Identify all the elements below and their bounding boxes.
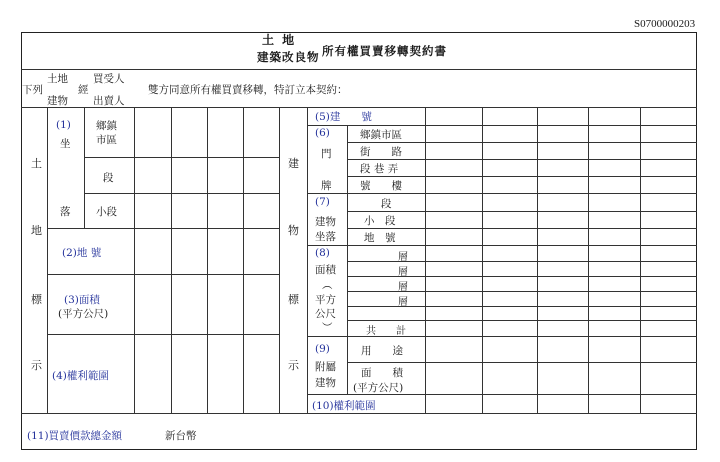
land-side-1: 土 (31, 157, 42, 170)
bldg-item10: (10)權利範圍 (312, 400, 376, 412)
intro-building: 建物 (47, 95, 68, 107)
bldg-item8-label-a: 面積 (315, 264, 336, 276)
bldg-floor-1: 層 (398, 252, 408, 263)
bldg-item6-label-b: 牌 (321, 180, 332, 192)
item11-label: (11)買賣價款總金額 (27, 430, 123, 442)
bldg-side-2: 物 (288, 224, 299, 237)
bldg-area: 面 積 (361, 367, 403, 379)
land-side-2: 地 (31, 224, 42, 237)
bldg-item8-label-e: ︶ (322, 322, 333, 334)
land-item3-unit: (平方公尺) (58, 308, 109, 320)
bldg-side-3: 標 (288, 293, 299, 306)
land-section: 段 (103, 172, 114, 184)
title-building: 建築改良物 (257, 50, 320, 64)
bldg-item7-section: 段 (381, 198, 392, 210)
land-item1-label-a: 坐 (60, 138, 71, 150)
bldg-side-4: 示 (288, 359, 299, 372)
bldg-floor-4: 層 (398, 297, 408, 308)
bldg-use: 用 途 (361, 345, 403, 357)
intro-xialie: 下列 (22, 84, 43, 96)
bldg-side-1: 建 (288, 157, 299, 170)
bldg-item8-num: (8) (315, 247, 330, 259)
land-item1-label-b: 落 (60, 206, 71, 218)
bldg-township: 鄉鎮市區 (360, 129, 402, 141)
bldg-item7-label: 建物 (315, 216, 336, 228)
bldg-item7-subsection: 小 段 (364, 215, 396, 227)
intro-jing: 經 (78, 84, 89, 96)
bldg-item8-label-c: 平方 (315, 294, 336, 306)
land-township: 鄉鎮市區 (96, 120, 117, 146)
bldg-item6-num: (6) (315, 127, 330, 139)
intro-seller: 出賣人 (93, 95, 125, 107)
land-item2: (2)地 號 (62, 247, 102, 259)
bldg-number-floor: 號 樓 (360, 180, 402, 192)
bldg-lane: 段 巷 弄 (360, 163, 399, 175)
land-subsection: 小段 (96, 206, 117, 218)
bldg-item7-lot: 地 號 (364, 232, 396, 244)
land-item4: (4)權利範圍 (52, 370, 109, 382)
title-main: 所有權買賣移轉契約書 (322, 44, 447, 58)
bldg-item9-num: (9) (315, 343, 330, 355)
title-land: 土 地 (262, 33, 297, 47)
form-code: S0700000203 (634, 18, 696, 30)
bldg-floor-3: 層 (398, 282, 408, 293)
bldg-area-unit: (平方公尺) (353, 382, 404, 394)
bldg-item8-label-b: ︵ (322, 279, 333, 291)
bldg-item6-label-a: 門 (321, 148, 332, 160)
land-item1-num: (1) (56, 119, 71, 131)
bldg-item5: (5)建 號 (315, 111, 372, 123)
bldg-floor-2: 層 (398, 267, 408, 278)
intro-land: 土地 (47, 73, 68, 85)
bldg-street: 街 路 (360, 146, 402, 158)
land-side-3: 標 (31, 293, 42, 306)
intro-buyer: 買受人 (93, 73, 125, 85)
currency-label: 新台幣 (165, 430, 197, 442)
land-item3: (3)面積 (64, 294, 100, 306)
bldg-item8-label-d: 公尺 (315, 308, 336, 320)
bldg-item9-label-a: 附屬 (315, 361, 336, 373)
bldg-item9-label-b: 建物 (315, 377, 336, 389)
bldg-total: 共 計 (366, 326, 406, 337)
bldg-item7-label2: 坐落 (315, 231, 336, 243)
intro-statement: 雙方同意所有權買賣移轉，特訂立本契約： (148, 84, 348, 96)
bldg-item7-num: (7) (315, 196, 330, 208)
land-side-4: 示 (31, 359, 42, 372)
